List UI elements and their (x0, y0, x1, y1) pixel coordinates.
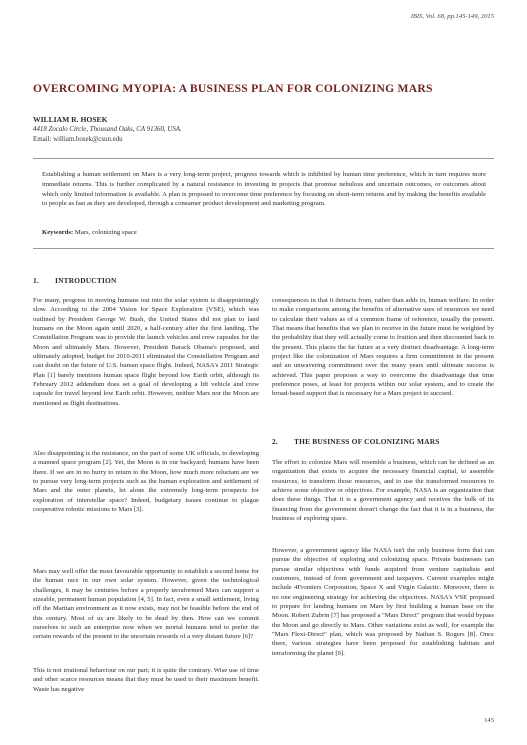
page-number: 145 (484, 717, 494, 724)
author-affiliation: 4418 Zocalo Circle, Thousand Oaks, CA 91360, USA. (33, 126, 182, 133)
section-2-title: THE BUSINESS OF COLONIZING MARS (294, 437, 440, 446)
intro-paragraph-2: Also disappointing is the resistance, on the part of some UK officials, to developing a manned space program [2]. Yet, the Moon is in our backyard; humans have been there. If we are in no hurry to return to the Moon, how much more reluctant are we to pursue very long-term projects such as the human exploration and settlement of Mars and the outer planets, let alone the extremely long-term prospects for exploration of interstellar space? Indeed, budgetary issues continue to plague cooperative robotic missions to Mars [3]. (33, 450, 259, 514)
keywords-label: Keywords: (42, 229, 74, 236)
intro-paragraph-continued: consequences in that it detracts from, rather than adds to, human welfare. In order to make comparisons among the benefits of alternative uses of resources we need to calculate their values as of a common frame of reference, usually the present. That means that benefits that we plan to receive in the future must be weighted by the probability that they will actually come to fruition and then discounted back to the present. This places the far future at a very distinct disadvantage. A long-term project like the colonization of Mars requires a firm commitment in the present and an unwavering commitment over the many years until ultimate success is achieved. This paper proposes a way to overcome the disadvantage that time preference poses, at least for projects within our solar system, and to create the broad-based support that is necessary for a Mars project to succeed. (272, 297, 494, 398)
journal-reference: JBIS, Vol. 68, pp.145-149, 2015 (409, 13, 494, 20)
section-1-title: INTRODUCTION (55, 276, 117, 285)
section-1-number: 1. (33, 276, 39, 285)
paper-title: OVERCOMING MYOPIA: A BUSINESS PLAN FOR COLONIZING MARS (33, 82, 433, 95)
author-name: WILLIAM R. HOSEK (33, 115, 108, 124)
intro-paragraph-4: This is not irrational behaviour on our part; it is quite the contrary. Wise use of time and other scarce resources means that they must be used to their maximum benefit. Waste has negative (33, 667, 259, 693)
section-1-heading (33, 276, 117, 285)
business-paragraph-1: The effort to colonize Mars will resemble a business, which can be defined as an organization that exists to acquire the necessary financial capital, to assemble resources, to transform those resources, and to use the transformed resources to achieve some objective or objectives. For example, NASA is an organization that does these things. That it is a government agency and receives the bulk of its financing from the government doesn't change the fact that it is in a business, the business of exploring space. (272, 459, 494, 523)
section-2-heading (272, 437, 440, 446)
keywords-value: Mars, colonizing space (74, 229, 137, 236)
intro-paragraph-1: For many, progress in moving humans out into the solar system is disappointingly slow. According to the 2004 Vision for Space Exploration (VSE), which was outlined by President George W. Bush, the United States did not plan to land humans on the Moon again until 2020, a half-century after the first landing. The Constellation Program was to provide the launch vehicles and crew capsules for the Moon and ultimately Mars. However, President Barack Obama's proposed, and ultimately adopted, budget for 2010-2011 eliminated the Constellation Program and cast doubt on the future of U.S. human space flight. Indeed, NASA's 2011 Strategic Plan [1] barely mentions human space flight beyond low Earth orbit, although its February 2012 addendum does set a goal of developing a lift vehicle and crew capsule for travel beyond low Earth orbit. However, neither Mars nor the Moon are mentioned as flight destinations. (33, 297, 259, 407)
author-email[interactable]: Email: william.hosek@csun.edu (33, 136, 123, 143)
business-paragraph-2: However, a government agency like NASA isn't the only business form that can pursue the objective of exploring and colonizing space. Private businesses can pursue similar objectives with funds acquired from venture capitalists and customers, instead of from government and taxpayers. Current examples might include 4Frontiers Corporation, Space X and Virgin Galactic. Moreover, there is no one engineering strategy for achieving the objectives. NASA's VSE proposed to prepare for landing humans on Mars by first building a human base on the Moon. Robert Zubrin [7] has proposed a "Mars Direct" program that would bypass the Moon and go directly to Mars. Other variations exist as well, for example the "Mars Flexi-Direct" plan, which was proposed by Nathan S. Rogers [8]. Once there, various strategies have been proposed for establishing habitats and terraforming the planet [9]. (272, 547, 494, 657)
keywords-line (42, 229, 486, 236)
abstract-top-rule (33, 158, 494, 159)
abstract-bottom-rule (33, 248, 494, 249)
intro-paragraph-3: Mars may well offer the most favourable opportunity to establish a second home for the human race in our own solar system. However, given the technological challenges, it may be centuries before a properly terraformed Mars can support a sizeable, permanent human population [4, 5]. In fact, even a small settlement, living off the Martian environment as it now exists, may not be feasible before the end of this century. Most of us are likely to be dead by then. How can we commit ourselves to such an enterprise now when we mortal humans tend to prefer the certain rewards of the present to the uncertain rewards of a very distant future [6]? (33, 568, 259, 641)
abstract-text: Establishing a human settlement on Mars is a very long-term project, progress towards which is inhibited by human time preference, which in turn requires more immediate returns. This is further complicated by a natural resistance to investing in projects that promise nebulous and uncertain outcomes, or outcomes about which only limited information is available. A plan is proposed to overcome time preference by focusing on short-term returns and by making the benefits available to people as fast as they are developed, through a consumer product development and marketing program. (42, 171, 486, 208)
section-2-number: 2. (272, 437, 278, 446)
